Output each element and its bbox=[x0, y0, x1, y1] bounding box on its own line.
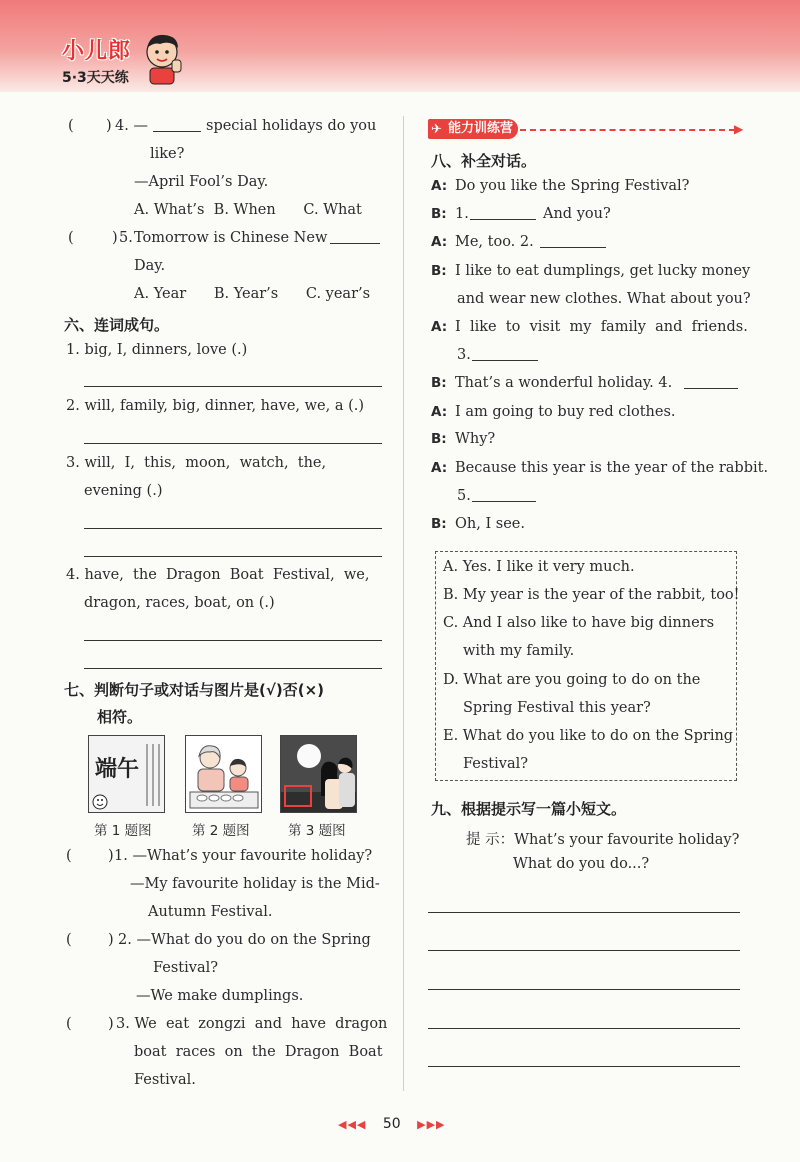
option-c: C. And I also like to have big dinners bbox=[443, 615, 715, 631]
dialogue-line: Do you like the Spring Festival? bbox=[455, 178, 690, 194]
dialogue-line: I am going to buy red clothes. bbox=[455, 404, 676, 420]
q4-text-cont: like? bbox=[150, 146, 185, 162]
section-6-title: 六、连词成句。 bbox=[64, 316, 170, 334]
answer-line[interactable] bbox=[84, 386, 382, 387]
picture-1-caption: 第 1 题图 bbox=[94, 823, 152, 839]
q5-options: A. Year B. Year’s C. year’s bbox=[134, 286, 371, 302]
s7-q1-paren-close: ) bbox=[108, 848, 114, 864]
s7-q3-line-1: 3. We eat zongzi and have dragon bbox=[116, 1016, 388, 1032]
q5-blank[interactable] bbox=[330, 230, 380, 244]
dialogue-blank[interactable] bbox=[540, 234, 606, 248]
dialogue-line: That’s a wonderful holiday. 4. bbox=[455, 375, 673, 391]
picture-1-text: 端午 bbox=[95, 757, 140, 782]
s7-q2-line-1: 2. —What do you do on the Spring bbox=[118, 932, 371, 948]
writing-line[interactable] bbox=[428, 950, 740, 951]
q5-text: Tomorrow is Chinese New bbox=[134, 230, 328, 246]
picture-3 bbox=[280, 735, 357, 813]
sec6-item-3-cont: evening (.) bbox=[84, 483, 163, 499]
q4-paren-open: ( bbox=[68, 118, 74, 134]
options-box bbox=[435, 551, 740, 781]
dialogue-line: Why? bbox=[455, 431, 496, 447]
option-e: E. What do you like to do on the Spring bbox=[443, 728, 734, 744]
column-divider bbox=[403, 116, 404, 1091]
speaker-label: B: bbox=[431, 431, 447, 447]
q4-paren-close: ) bbox=[106, 118, 112, 134]
left-arrows-icon: ◀◀◀ bbox=[338, 1118, 367, 1131]
sec6-item-4-cont: dragon, races, boat, on (.) bbox=[84, 595, 275, 611]
section-9-title: 九、根据提示写一篇小短文。 bbox=[431, 800, 627, 818]
answer-line[interactable] bbox=[84, 668, 382, 669]
picture-3-caption: 第 3 题图 bbox=[288, 823, 346, 839]
section-banner bbox=[428, 119, 518, 139]
q5-paren-close: ) bbox=[112, 230, 118, 246]
q4-text: special holidays do you bbox=[206, 118, 377, 134]
sec6-item-2: 2. will, family, big, dinner, have, we, a (.) bbox=[66, 398, 365, 414]
hint-line-1: 提 示：What’s your favourite holiday? bbox=[466, 832, 740, 848]
speaker-label: A: bbox=[431, 319, 448, 335]
picture-2 bbox=[185, 735, 262, 813]
speaker-label: B: bbox=[431, 206, 447, 222]
logo-title: 小儿郎 bbox=[62, 39, 132, 64]
picture-2-caption: 第 2 题图 bbox=[192, 823, 250, 839]
speaker-label: A: bbox=[431, 178, 448, 194]
speaker-label: B: bbox=[431, 263, 447, 279]
q4-blank[interactable] bbox=[153, 118, 201, 132]
sec6-item-3: 3. will, I, this, moon, watch, the, bbox=[66, 455, 327, 471]
hint-line-2: What do you do...? bbox=[513, 856, 650, 872]
option-d: D. What are you going to do on the bbox=[443, 672, 701, 688]
banner-dashed-line bbox=[520, 129, 735, 131]
banner-label: 能力训练营 bbox=[448, 121, 514, 136]
dialogue-line: 5. bbox=[457, 488, 471, 504]
speaker-label: B: bbox=[431, 375, 447, 391]
dialogue-line: 1. bbox=[455, 206, 469, 222]
logo bbox=[62, 34, 131, 87]
writing-line[interactable] bbox=[428, 1066, 740, 1067]
q5-paren-open: ( bbox=[68, 230, 74, 246]
s7-q1-line-2: —My favourite holiday is the Mid- bbox=[130, 876, 380, 892]
s7-q2-paren-open: ( bbox=[66, 932, 72, 948]
dialogue-blank[interactable] bbox=[472, 347, 538, 361]
s7-q1-paren-open: ( bbox=[66, 848, 72, 864]
q4-answer: —April Fool’s Day. bbox=[134, 174, 269, 190]
section-8-title: 八、补全对话。 bbox=[431, 152, 537, 170]
picture-1 bbox=[88, 735, 165, 813]
sec6-item-1: 1. big, I, dinners, love (.) bbox=[66, 342, 248, 358]
s7-q3-paren-open: ( bbox=[66, 1016, 72, 1032]
q5-number: 5. bbox=[119, 230, 133, 246]
logo-subtitle: 5·3天天练 bbox=[62, 70, 129, 86]
option-c-cont: with my family. bbox=[463, 643, 575, 659]
writing-line[interactable] bbox=[428, 912, 740, 913]
and-you-text: And you? bbox=[543, 206, 611, 222]
dialogue-blank[interactable] bbox=[472, 488, 536, 502]
answer-line[interactable] bbox=[84, 556, 382, 557]
s7-q3-paren-close: ) bbox=[108, 1016, 114, 1032]
section-7-title-cont: 相符。 bbox=[97, 708, 143, 726]
q4-number: 4. — bbox=[115, 118, 148, 134]
speaker-label: A: bbox=[431, 404, 448, 420]
dialogue-line: Oh, I see. bbox=[455, 516, 525, 532]
s7-q3-line-2: boat races on the Dragon Boat bbox=[134, 1044, 383, 1060]
dialogue-line: Because this year is the year of the rabbit. bbox=[455, 460, 769, 476]
dialogue-line: 3. bbox=[457, 347, 471, 363]
option-b: B. My year is the year of the rabbit, too! bbox=[443, 587, 740, 603]
writing-line[interactable] bbox=[428, 989, 740, 990]
s7-q1-line-3: Autumn Festival. bbox=[148, 904, 273, 920]
option-a: A. Yes. I like it very much. bbox=[443, 559, 635, 575]
sec6-item-4: 4. have, the Dragon Boat Festival, we, bbox=[66, 567, 370, 583]
answer-line[interactable] bbox=[84, 528, 382, 529]
dialogue-line: and wear new clothes. What about you? bbox=[457, 291, 751, 307]
speaker-label: A: bbox=[431, 460, 448, 476]
speaker-label: B: bbox=[431, 516, 447, 532]
answer-line[interactable] bbox=[84, 443, 382, 444]
banner-arrow-icon: ▶ bbox=[734, 122, 744, 136]
writing-line[interactable] bbox=[428, 1028, 740, 1029]
page-number: 50 bbox=[382, 1116, 401, 1132]
banner-lightning-icon: ✈ bbox=[431, 122, 442, 137]
s7-q2-paren-close: ) bbox=[108, 932, 114, 948]
q5-text-cont: Day. bbox=[134, 258, 166, 274]
s7-q1-line-1: 1. —What’s your favourite holiday? bbox=[114, 848, 373, 864]
answer-line[interactable] bbox=[84, 640, 382, 641]
page-footer bbox=[338, 1116, 468, 1132]
s7-q3-line-3: Festival. bbox=[134, 1072, 196, 1088]
dialogue-line: I like to eat dumplings, get lucky money bbox=[455, 263, 751, 279]
section-7-title: 七、判断句子或对话与图片是(√)否(×) bbox=[64, 681, 324, 699]
s7-q2-line-2: Festival? bbox=[153, 960, 219, 976]
mascot-icon bbox=[140, 30, 186, 86]
s7-q2-line-3: —We make dumplings. bbox=[136, 988, 304, 1004]
dialogue-blank[interactable] bbox=[684, 375, 738, 389]
dialogue-line: I like to visit my family and friends. bbox=[455, 319, 748, 335]
dialogue-blank[interactable] bbox=[470, 206, 536, 220]
q4-options: A. What’s B. When C. What bbox=[134, 202, 362, 218]
speaker-label: A: bbox=[431, 234, 448, 250]
option-e-cont: Festival? bbox=[463, 756, 529, 772]
dialogue-line: Me, too. 2. bbox=[455, 234, 534, 250]
option-d-cont: Spring Festival this year? bbox=[463, 700, 651, 716]
right-arrows-icon: ▶▶▶ bbox=[417, 1118, 446, 1131]
